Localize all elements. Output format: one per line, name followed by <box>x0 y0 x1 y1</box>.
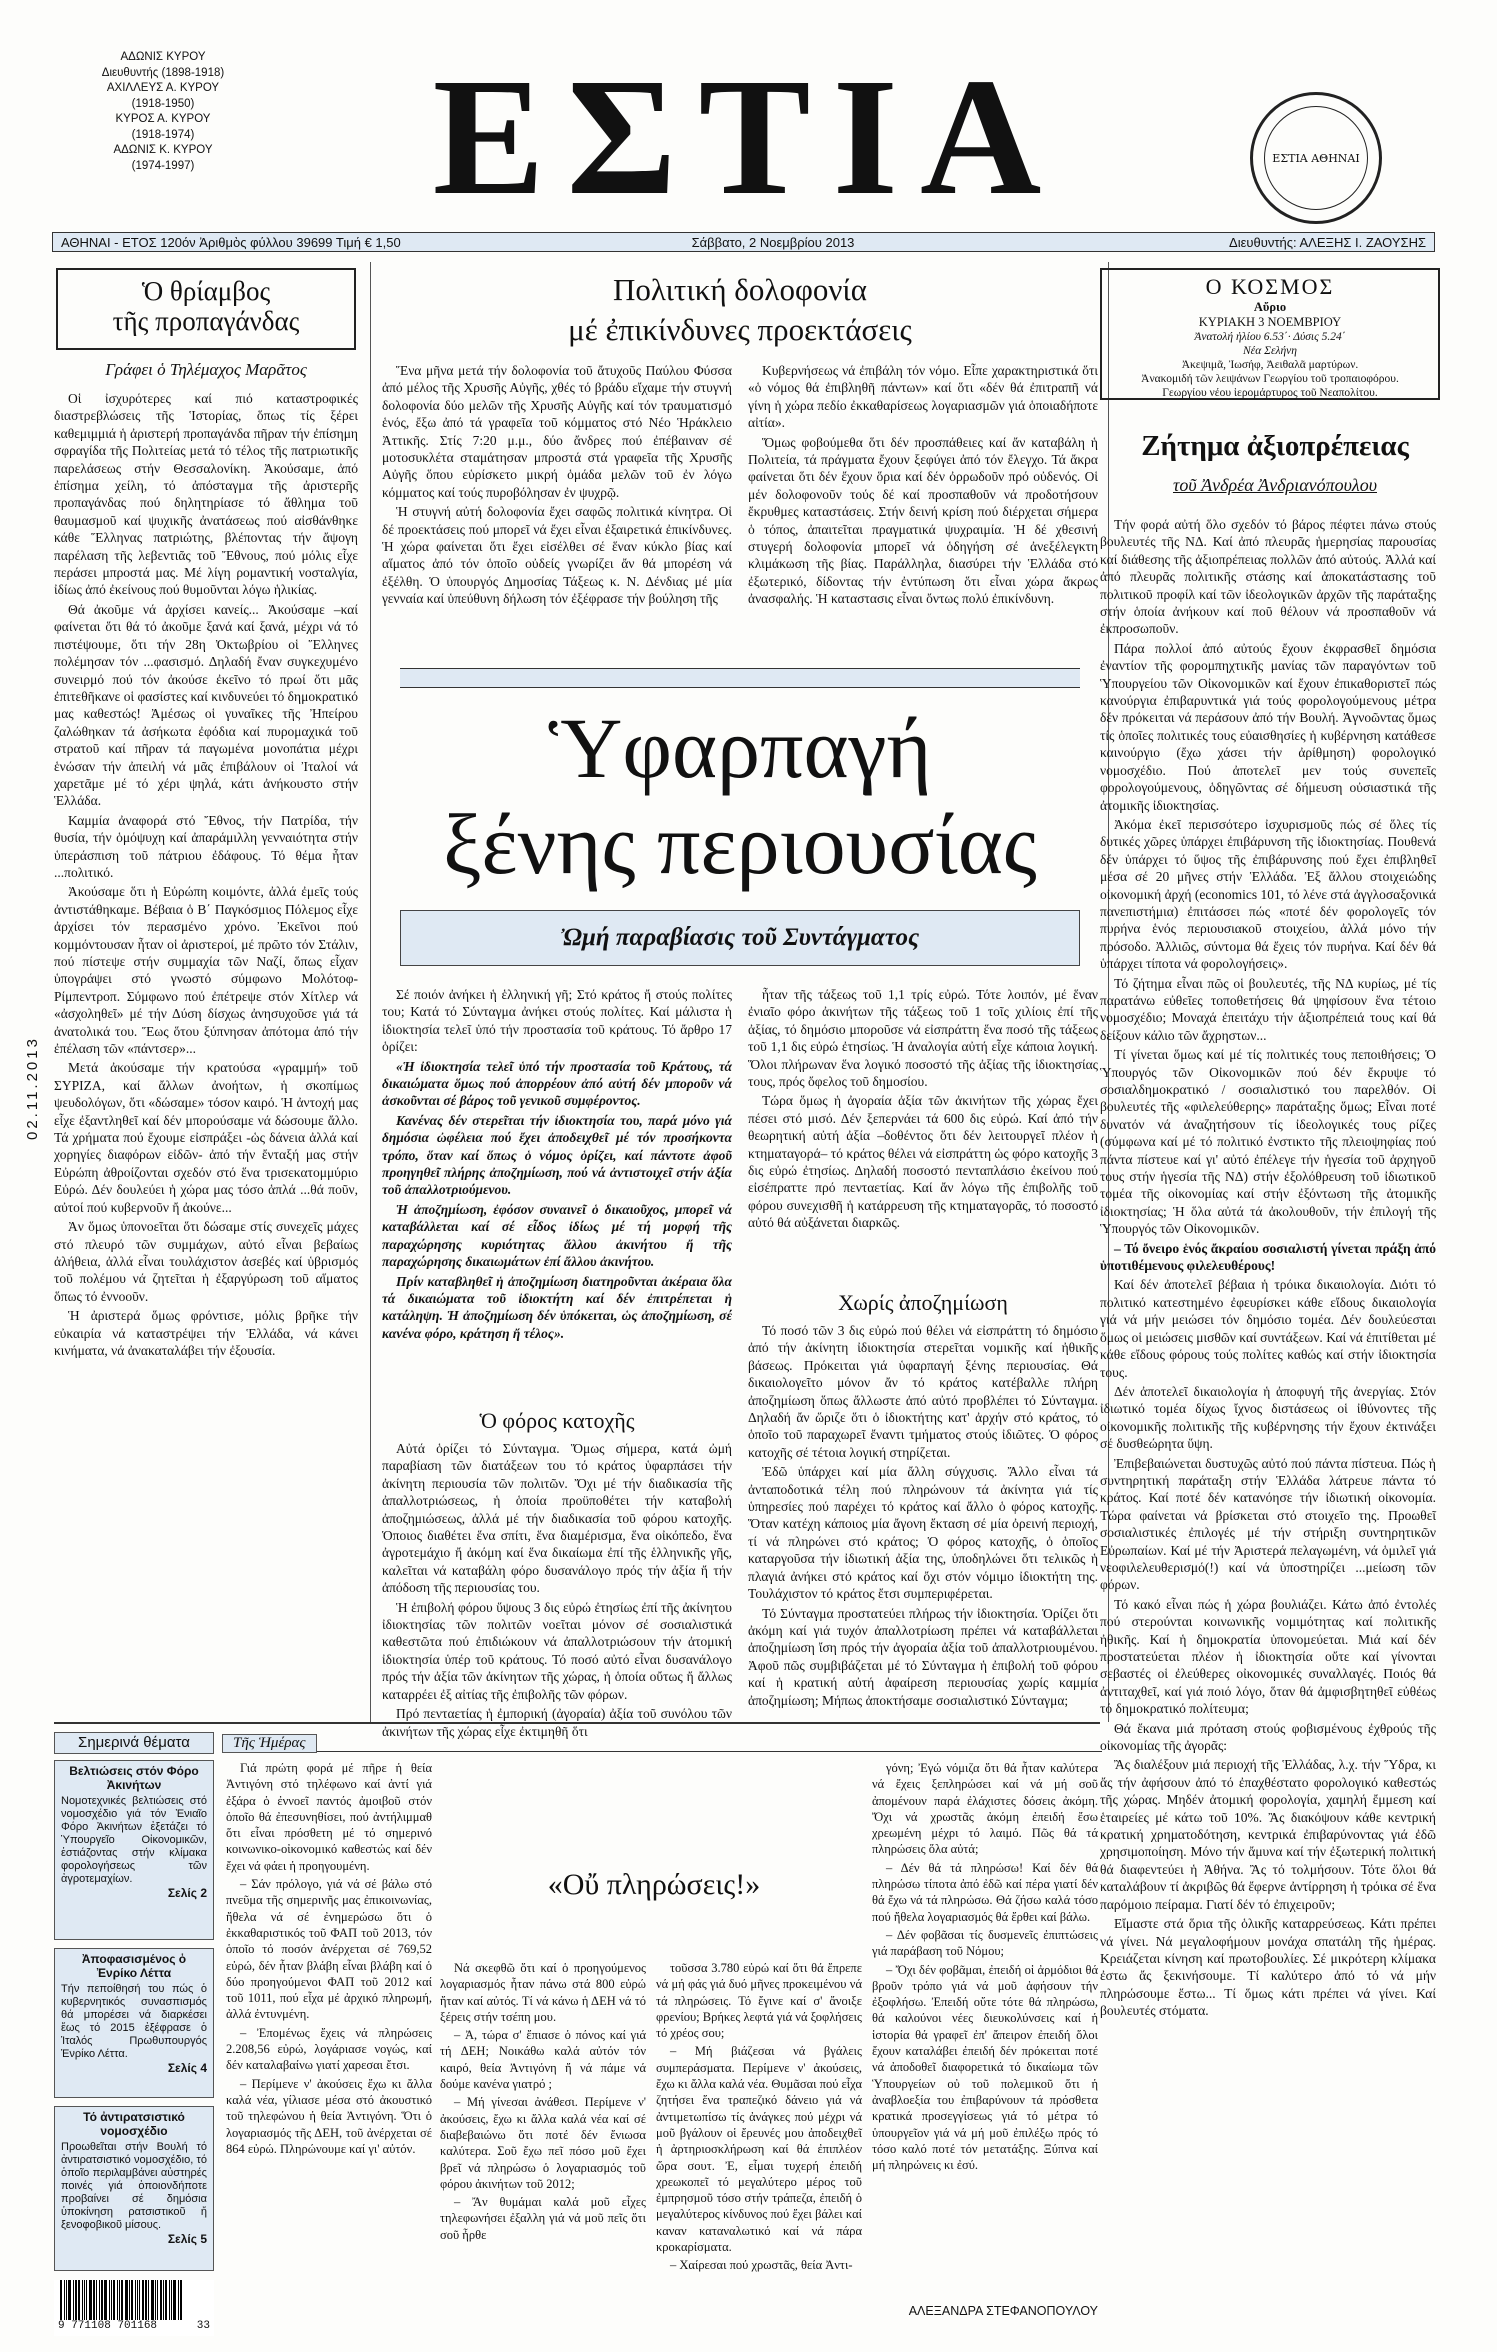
emphasis-paragraph: – Τό ὄνειρο ἑνός ἄκραίου σοσιαλιστή γίνεται πράξη ἀπό ὑποτιθέμενους φιλελευθέρους! <box>1100 1240 1436 1274</box>
paragraph: Κυβερνήσεως νά ἐπιβάλη τόν νόμο. Εἶπε χαρακτηριστικά ὅτι «ὁ νόμος θά ἐπιβληθῆ πάντων» καί ὅτι «δέν θά ἐπιτραπῆ νά γίνη ἡ χώρα πεδίο ἐκκαθαρίσεως λογαριασμῶν γιά ὁποιαδήποτε αἰτία». <box>748 363 1098 431</box>
barcode-bar <box>113 2280 115 2320</box>
tis-imeras-col4 <box>872 1760 1098 2300</box>
kosmos-date: ΚΥΡΙΑΚΗ 3 ΝΟΕΜΒΡΙΟΥ <box>1198 315 1342 329</box>
barcode-bar <box>137 2280 138 2320</box>
kosmos-title: Ο ΚΟΣΜΟΣ <box>1205 274 1335 299</box>
barcode-bar <box>68 2280 71 2320</box>
paragraph: Σέ ποιόν ἀνήκει ἡ ἑλληνική γῆ; Στό κράτος ἤ στούς πολίτες του; Κατά τό Σύνταγμα ἀνήκει στούς πολίτες. Καί μάλιστα ἡ ἰδιοκτησία τελεῖ ὑπό τήν προστασία τοῦ κράτους. Τό ἄρθρο 17 ὁρίζει: <box>382 987 732 1055</box>
barcode-bar <box>73 2280 74 2320</box>
founder-line: (1918-1974) <box>131 128 195 141</box>
barcode-bar <box>178 2280 179 2320</box>
tis-imeras-title: «Οὔ πληρώσεις!» <box>547 1868 761 1901</box>
paragraph: Αὐτά ὁρίζει τό Σύνταγμα. Ὅμως σήμερα, κατά ὠμή παραβίαση τῶν διατάξεων του τό κράτος ὑφαρπάσει τήν ἀκίνητη περιουσία τῶν πολιτῶν. Ὄχι μέ τήν διαδικασία τῆς ἀπαλλοτριώσεως, ἡ ὁποία προϋποθέτει τήν καταβολή ἀποζημιώσεως, ἀλλά μέ τήν διαδικασία τοῦ φόρου κατοχῆς. Ὁποιος διαθέτει ἕνα σπίτι, ἕνα διαμέρισμα, ἕνα οἰκόπεδο, ἕνα ἀγροτεμάχιο ἤ ἀκόμη καί ἕνα δικαίωμα ἐπί τῆς ἑλληνικῆς γῆς, καλεῖται νά καταβάλη φόρο δυσανάλογο πρός τήν ἀξία ἤ τήν ἀπόδοση τῆς περιουσίας του. <box>382 1441 732 1596</box>
paragraph: Τό ποσό τῶν 3 δις εὐρώ πού θέλει νά εἰσπράττη τό δημόσιο ἀπό τήν ἀκίνητη ἰδιοκτησία στερεῖται νομικῆς καί ἠθικῆς βάσεως. Πρόκειται γιά ὑφαρπαγή ξένης περιουσίας. Θά δικαιολογεῖτο μόνον ἄν τό κράτος κατέβαλλε πλήρη ἀποζημίωση ὅπως ἄλλωστε ἀπό αὐτό προβλέπει τό Σύνταγμα. Δηλαδή ἄν ὥριζε ὅτι ὁ ἰδιοκτήτης κατ' ἀρχήν στό κράτος, τό ὁποῖο τοῦ παραχωρεῖ ἔναντι τμήματος στούς ἰδιῶτες. Ὁ φόρος κατοχῆς σέ τέτοια λογική στηρίζεται. <box>748 1323 1098 1460</box>
paragraph: Γιά πρώτη φορά μέ πῆρε ἡ θεία Ἀντιγόνη στό τηλέφωνο καί ἀντί γιά ἐξάρα ὁ ἐννοεῖ παντός ἀμοιβοῦ στόν ὁποῖο θά ἐπεσυνηθίσει, πού ἀντήλιμμαθ ὅτι εἶναι πρόσθετη μέ τό σημερινό κοινωνικο-οἰκονομικό καθεστώς καί δέν ἔχει νά φάει ἡ προηγουμένη. <box>226 1761 432 1873</box>
barcode-digits: 9 771108 701168 <box>58 2320 158 2332</box>
paragraph: Τί γίνεται ὅμως καί μέ τίς πολιτικές τους πεποιθήσεις; Ὁ Ὑπουργός τῶν Οἰκονομικῶν πού δέν ἔκρυψε τό σοσιαλδημοκρατικό / σοσιαλιστικό του παρελθόν. Οἱ βουλευτές τῆς «φιλελεύθερης» παράταξης ὅμως; Εἶναι ποτέ δυνατόν νά ἀναζητήσουν τίς ἰδεολογικές τους ρίζες (σύμφωνα καί μέ τό πολιτικό ἐνστικτο τῆς πλειοψηφίας πού πάντα πίστευε καί γι' αὐτό ἐπέλεγε τήν ἡγεσία τοῦ ἀρχηγοῦ τους στήν ἡγεσία τῆς ΝΔ) στήν ἐξολόθρευση τοῦ ἰδιωτικοῦ τομέα τῆς οἰκονομίας καί στήν ἐξόντωση τῆς ἀτομικῆς ἰδιοκτησίας; Ἡ ὅλα αὐτά τά ἀκολουθοῦν, τήν ἐπιλογή τῆς Ὑπουργός τῶν Οἰκονομικῶν. <box>1100 1047 1436 1237</box>
paragraph: – Δέν θά τά πληρώσω! Καί δέν θά πληρώσω τίποτα ἀπό ἐδῶ καί πέρα γιατί δέν θά ἔχω νά τά πληρώσω. Θά ζήσω καλά τόσο πού ἤθελα λογαριασμός θά ἔρθει καί βάλω. <box>872 1860 1098 1924</box>
paragraph: Θά ἔκανα μιά πρόταση στούς φοβισμένους ἐχθρούς τῆς οἰκονομίας τῆς ἀγορᾶς: <box>1100 1720 1436 1754</box>
quote-paragraph: «Ἡ ἰδιοκτησία τελεῖ ὑπό τήν προστασία τοῦ Κράτους, τά δικαιώματα ὅμως πού ἀπορρέουν ἀπό αὐτή δέν μποροῦν νά ἀσκοῦνται σέ βάρος τοῦ γενικοῦ συμφέροντος. <box>382 1058 732 1109</box>
paragraph: Ἀκούσαμε ὅτι ἡ Εὐρώπη κοιμόντε, ἀλλά ἐμεῖς τούς ἀντιστάθηκαμε. Βέβαια ὁ Β΄ Παγκόσμιος Πόλεμος εἶχε ἀρχίσει τόν περασμένο χρόνο. Ἐκεῖνοι πού κομμόντουσαν ἦταν οἱ ἀριστεροί, μέ πρῶτο τόν Στάλιν, πού πίστεψε στήν συμμαχία τῶν Ναζί, ὅπως εἶχαν ὑπογράψει στό γνωστό σύμφωνο Μολότοφ-Ρίμπεντροπ. Σύμφωνο πού ἐπέτρεψε στόν Χίτλερ νά «ἀσχοληθεῖ» μέ τήν Δύση δίσχως ἀνησυχοῦσε γιά τά ἀνατολικά του. Ἕως ὅτου ξύπνησαν ἀπότομα ἀπό τήν ἐπέλαση τῶν «πάντσερ»... <box>54 884 358 1057</box>
barcode-bar <box>142 2280 144 2320</box>
paragraph: – Χαίρεσαι πού χρωστᾶς, θεία Ἀντι- <box>670 2258 853 2273</box>
left-title-line2: τῆς προπαγάνδας <box>112 306 300 336</box>
center-title-line2: μέ ἐπικίνδυνες προεκτάσεις <box>568 312 912 347</box>
paragraph: Δέν ἀποτελεῖ δικαιολογία ἡ ἀποφυγή τῆς ἀνεργίας. Στόν ἰδιωτικό τομέα δίχως ἴχνος διστάσεως οἱ ἰθύνοντες τῆς οἰκονομικῆς πολιτικῆς τῆς κυβέρνησης τήν ἔχουν ἐκτινάξει σέ δυσθεώρητα ὕψη. <box>1100 1383 1436 1452</box>
barcode-bar <box>139 2280 140 2320</box>
barcode-bar <box>111 2280 112 2320</box>
sidebar-title: Σημερινά θέματα <box>54 1732 214 1754</box>
quote-paragraph: Πρίν καταβληθεῖ ἡ ἀποζημίωση διατηροῦνται ἀκέραια ὅλα τά δικαιώματα τοῦ ἰδιοκτήτη καί δέν ἐπιτρέπεται ἡ κατάληψη. Ἡ ἀποζημίωση δέν ὑπόκειται, ὡς ἀποζημίωση, σέ κανένα φόρο, κράτηση ἤ τέλος». <box>382 1273 732 1341</box>
kosmos-line: Ἀνακομιδή τῶν λειψάνων Γεωργίου τοῦ τροπαιοφόρου. <box>1141 373 1399 385</box>
barcode-bar <box>101 2280 103 2320</box>
headline-line1: Ὑφαρπαγή <box>548 700 932 796</box>
main-story-col2b <box>748 1322 1098 1720</box>
barcode-bar <box>125 2280 128 2320</box>
barcode-bar <box>89 2280 92 2320</box>
tis-imeras-col3 <box>656 1960 862 2320</box>
barcode-issue: 33 <box>196 2320 210 2332</box>
section-rule <box>54 1722 1100 1724</box>
kosmos-line: Νέα Σελήνη <box>1243 345 1297 357</box>
left-title-line1: Ὁ θρίαμβος <box>141 276 271 306</box>
paragraph: τοῦσσα 3.780 εὐρώ καί ὅτι θά ἔπρεπε νά μή φάς γιά δυό μῆνες προκειμένου νά τά πληρώσεις. Τό ἔγινε καί σ' ἄνοιξε φρενίου; Βρήκες λεφτά γιά νά ξοφλήσεις τό χρέος σου; <box>656 1961 862 2041</box>
sidebar-item-page: Σελίς 4 <box>167 2061 207 2075</box>
paragraph: – Ὄχι δέν φοβᾶμαι, ἐπειδή οἱ ἀρμόδιοι θά βροῦν τρόπο γιά νά μοῦ ἀφήσουν τήν ἐξοφλήσω. Ἐπειδή οὔτε τότε θά πληρώσω, θά καλούνοι νέες διευκολύνσεις καί ἡ ἱστορία θά γραφεῖ ἐπ' ἄπειρον ἐπειδή ὅλοι ἔχουν καταλάβει ἐπειδή δέν πρόκειται ποτέ νά ἀποδοθεῖ διαφορετικά τό δικαίωμα τῶν Ὑπουργείων οὐ τοῦ πολεμικοῦ ὅτι ἡ ἀναβλοεξία του ἐπιβαρύνουν τά πρόσθετα κρατικά προσεγγίσεως γιά τό μέτρα τό ὑπουργεῖον γιά νά μή μοῦ ἐπιλέξω πρός τό τόσο καλό ποτέ τόν μετατάξης. Ξύπνα καί μή πληρώνεις κι ἐσύ. <box>872 1962 1098 2173</box>
barcode-bar <box>160 2280 162 2320</box>
barcode-bar <box>99 2280 100 2320</box>
tis-imeras-label: Τῆς Ἡμέρας <box>222 1734 317 1753</box>
kosmos-line: Ἀκεψιμᾶ, Ἰωσήφ, Ἀειθαλᾶ μαρτύρων. <box>1181 359 1359 371</box>
sidebar-item <box>54 2106 214 2271</box>
paragraph: – Σάν πρόλογο, γιά νά σέ βάλω στό πνεῦμα τῆς σημερινῆς μας ἐπικοινωνίας, ἤθελα νά σέ ἐνημερώσω ὅτι ὁ ἐκκαθαριστικός τοῦ ΦΑΠ τοῦ 2013, τόν ὁποῖο τό ποσόν ἀνέρχεται σέ 769,52 εὐρώ, δέν ἦταν βλάβη εἶναι βλάβη καί ὁ δύο προηγούμενοι ΦΑΠ τοῦ 2012 καί τοῦ 1011, πού εἶχα μέ ἀρχικό πληρωμή, ἀλλά ἐντυνμένη. <box>226 1877 432 2022</box>
paragraph: – Περίμενε ν' ἀκούσεις ἔχω κι ἄλλα καλά νέα, γίλιασε μέσα στό ἀκουστικό τοῦ τηλεφώνου ἡ θεία Ἀντιγόνη. Ὅτι ὁ λογαριασμός τῆς ΔΕΗ, τοῦ ἀνέρχεται σέ 864 εὐρώ. Πληρώνουμε καί γι' αὐτόν. <box>226 2076 432 2156</box>
left-byline: Γράφει ὁ Τηλέμαχος Μαρᾶτος <box>105 360 307 379</box>
barcode-bar <box>169 2280 170 2320</box>
kosmos-line: Γεωργίου νέου ἱερομάρτυρος τοῦ Νεαπολίτου. <box>1162 387 1378 399</box>
founder-line: (1918-1950) <box>131 97 195 110</box>
barcode-bar <box>66 2280 67 2320</box>
paragraph: Τώρα ὅμως ἡ ἀγοραία ἀξία τῶν ἀκινήτων τῆς χώρας ἔχει πέσει στό μισό. Δέν ξεπερνάει τά 600 δις εὐρώ. Καί ἀπό τήν θεωρητική αὐτή ἀξία –δοθέντος ὅτι δέν λειτουργεῖ πλέον ἡ κτηματαγορά– τό κράτος θέλει νά εἰσπράττη ὡς φόρο κατοχῆς 3 δις εὐρώ ἐτησίως. Δηλαδή ποσοστό πενταπλάσιο ἐκείνου πού εἰσέπραττε πρό πενταετίας. Καί ἄν λόγω τῆς ἐπιβολῆς τοῦ φόρου συνεχισθῆ ἡ κατάρρευση τῆς κτηματαγορᾶς, τό ποσοστό αὐτό θά αὐξάνεται διαρκῶς. <box>748 1093 1098 1231</box>
paragraph: Ἡ στυγνή αὐτή δολοφονία ἔχει σαφῶς πολιτικά κίνητρα. Οἱ δέ προεκτάσεις πού μπορεῖ νά ἔχει εἶναι ἐξαιρετικά ἐπικίνδυνες. Ἡ χώρα φαίνεται ὅτι ἔχει εἰσέλθει σέ ἕναν κύκλο βίας καί αἵματος ἀπό τόν ὁποῖο οὐδείς γνωρίζει ἄν θά μπορέση νά ἐξέλθη. Ὁ ὑπουργός Δημοσίας Τάξεως κ. Ν. Δένδιας μέ μία γενναία καί ὑπεύθυνη δήλωση τόν ἐξέφρασε τήν βούληση τῆς <box>382 504 732 607</box>
sidebar-item-title: Ἀποφασισμένος ὁ Ἐνρίκο Λέττα <box>81 1952 187 1980</box>
left-article-body <box>54 390 358 1730</box>
subhead-no-compensation: Χωρίς ἀποζημίωση <box>838 1290 1008 1315</box>
barcode-bar <box>171 2280 172 2320</box>
barcode-bar <box>64 2280 65 2320</box>
barcode-bar <box>157 2280 158 2320</box>
director-info: Διευθυντής: ΑΛΕΞΗΣ Ι. ΖΑΟΥΣΗΣ <box>1229 234 1426 250</box>
center-top-right-col <box>748 362 1098 654</box>
barcode-bar <box>163 2280 164 2320</box>
paragraph: Μετά ἀκούσαμε τήν κρατούσα «γραμμή» τοῦ ΣΥΡΙΖΑ, καί ἄλλων ἀνοήτων, ἡ σκοπίμως ψευδολόγων, ὅτι «δώσαμε» τόσον καιρό. Ἡ ἀντοχή μας εἶχε ἐξαντληθεῖ καί δέν μπορούσαμε νά δώσουμε ἄλλο. Τά χρήματα πού ἔχουμε εἰσπράξει -ὡς δάνεια ἀλλά καί χορηγίες διαφόρων εἰδῶν- ἀπό τήν ἔνταξή μας στήν Εὐρώπη ἀθροίζονται σχεδόν στό ἕνα τρισεκατομμύριο Εὐρώ. Δέν δουλεύει ἡ χώρα μας τόσο ἁπλά ...θά ποῦν, αὐτοί πού κυβερνοῦν ἤ ἀκούνε... <box>54 1060 358 1215</box>
barcode-bar <box>104 2280 107 2320</box>
paragraph: Θά ἀκοῦμε νά ἀρχίσει κανείς... Ἀκούσαμε –καί φαίνεται ὅτι θά τό ἀκοῦμε ξανά καί ξανά, μέχρι νά τό πιστέψουμε, ὅτι τήν 28η Ὀκτωβρίου οἱ Ἕλληνες πολέμησαν τόν ...φασισμό. Δηλαδή ἔναν συγκεχυμένο συνειρμό πού τόν ἀκούσε ἐκεῖνο τό πρωί ὅτι μᾶς ἐπιτεθῆκανε οἱ φασίστες καί κινδυνεύει τό δημοκρατικό μας καθεστώς! Ἀμέσως οἱ γυναῖκες τῆς Ἠπείρου ζαλώθηκαν τά ἀσήκωτα ἐφόδια καί πυρομαχικά τοῦ στρατοῦ καί πῆραν τά παγωμένα μονοπάτια μέχρι ἑνώσαν τήν ἀπειλή νά μᾶς ἐπιβάλουν οἱ Ἰταλοί νά χαρετᾶμε μέ τό χέρι ψηλά, κάτι ἀνήκουστο στήν Ἑλλάδα. <box>54 601 358 809</box>
sidebar-item-title: Τό ἀντιρατσιστικό νομοσχέδιο <box>83 2110 185 2138</box>
sidebar-item-page: Σελίς 2 <box>167 1886 207 1900</box>
sidebar-item <box>54 1948 214 2098</box>
paragraph: Ἕνα μῆνα μετά τήν δολοφονία τοῦ ἄτυχοῦς Παύλου Φύσσα ἀπό μέλος τῆς Χρυσῆς Αὐγῆς, χθές τό βράδυ εἴχαμε τήν στυγνή δολοφονία δύο μελῶν τῆς Χρυσῆς Αὐγῆς καί τόν τραυματισμό ἑνός, ἔξω ἀπό τά γραφεῖα τοῦ κόμματος στό Νέο Ἡράκλειο Ἀττικῆς. Στίς 7:20 μ.μ., δύο ἄνδρες πού ἐπέβαιναν σέ μοτοσυκλέτα σταμάτησαν μπροστά στά γραφεῖα τῆς Χρυσῆς Αὐγῆς ὅπου εὑρίσκετο μικρή ὁμάδα μελῶν τοῦ ἐν λόγω κόμματος καί τούς πυροβόλησαν ἐν ψυχρῷ. <box>382 363 732 500</box>
paragraph: Καμμία ἀναφορά στό Ἔθνος, τήν Πατρίδα, τήν θυσία, τήν ὁμόψυχη καί ἀπαράμιλλη γενναιότητα στήν ὑπεράσπιση τοῦ πάτριου ἐδάφους. Τό θέμα ἦταν ...πολιτικό. <box>54 812 358 880</box>
tis-imeras-col1 <box>226 1760 432 2320</box>
paragraph: ἦταν τῆς τάξεως τοῦ 1,1 τρίς εὐρώ. Τότε λοιπόν, μέ ἕναν ἐνιαῖο φόρο ἀκινήτων τῆς τάξεως τοῦ 1 τοῖς χιλίοις ἐπί τῆς ἀξίας, τό δημόσιο μποροῦσε νά εἰσπράττη ἕνα ποσό τῆς τάξεως τοῦ 1,1 δις εὐρώ ἐτησίως. Ἡ ἀναλογία αὐτή εἶχε κάποια λογική. Ὅλοι πλήρωναν ἕνα λογικό ποσοστό τῆς ἀξίας τῆς ἰδιοκτησίας τους, πρός ὄφελος τοῦ δημοσίου. <box>748 987 1098 1090</box>
paragraph: Πρό πενταετίας ἡ ἐμπορική (ἀγοραία) ἀξία τοῦ συνόλου τῶν ἀκινήτων τῆς χώρας εἶχε ἐκτιμηθῆ ὅτι <box>382 1706 732 1739</box>
barcode-bar <box>117 2280 118 2320</box>
barcode-bar <box>145 2280 147 2320</box>
paragraph: Ἐπιβεβαιώνεται δυστυχῶς αὐτό πού πάντα πίστευα. Πώς ἡ συντηρητική παράταξη στήν Ἑλλάδα λάτρευε πάντα τό κράτος. Καί ποτέ δέν κατανόησε τήν ἰδιωτική οἰκονομία. Τώρα φαίνεται νά βρίσκεται στό στοιχεῖο της. Προωθεῖ σοσιαλιστικές ἐπιλογές μέ τήν στήριξη συντηρητικῶν Εὐρωπαίων. Καί μέ τήν Ἀριστερά πελαγωμένη, νά ὁμιλεῖ γιά νεοφιλελευθερισμό(!) καί νά ὑποστηρίζει ...μείωση τῶν φόρων. <box>1100 1455 1436 1593</box>
barcode-bar <box>131 2280 133 2320</box>
kosmos-box <box>1100 268 1440 400</box>
paragraph: Πάρα πολλοί ἀπό αὐτούς ἔχουν ἐκφρασθεῖ δημόσια ἐναντίον τῆς φορομπηχτικῆς μανίας τῶν παραγόντων τοῦ Ὑπουργείου τῶν Οἰκονομικῶν καί ἔχουν ἐπικαθοριστεῖ πώς κανούργια ἐπιβαρυντικά γιά τούς φορολογούμενους μέτρα δέν πρόκειται νά περάσουν ἀπό τήν Βουλή. Ἀγνοῶντας ὅμως τίς ὁποῖες πολιτικές τους εὐαισθησίες ἡ κυβέρνηση κατάθεσε καινούργιο (ἔχω χάσει τήν ἀρίθμηση) φορολογικό νομοσχέδιο. Πού ἀποτελεῖ μεν τούς συνεπεῖς φορολογούμενους, ὁδηγῶντας σέ δήμευση οὐσιαστικά τῆς ἀτομικῆς ἰδιοκτησίας. <box>1100 640 1436 813</box>
subtitle-band <box>400 910 1080 966</box>
kosmos-tomorrow: Αὔριο <box>1253 300 1287 314</box>
paragraph: – Ἀ, τώρα σ' ἔπιασε ὁ πόνος καί γιά τή ΔΕΗ; Νοικάθω καλά αὐτόν τόν καιρό, θεία Ἀντιγόνη ἤ νά πάμε νά δούμε κανένα γιατρό ; <box>440 2028 646 2092</box>
sidebar-item-text: Νομοτεχνικές βελτιώσεις στό νομοσχέδιο γιά τόν Ἐνιαῖο Φόρο Ἀκινήτων ἐξετάζει τό Ὑπουργεῖο Οἰκονομικῶν, ἐστιάζοντας στήν κλίμακα φορολογήσεως τῶν ἀγροτεμαχίων. <box>61 1795 207 1885</box>
barcode-bar <box>75 2280 77 2320</box>
paragraph: Ἡ ἐπιβολή φόρου ὕψους 3 δις εὐρώ ἐτησίως ἐπί τῆς ἀκίνητου ἰδιοκτησίας τῶν πολιτῶν νοεῖται μόνον σέ σοσιαλιστικά καθεστῶτα πού ἐπιδιώκουν νά ἀπαλλοτριώσουν τήν ἀτομική ἰδιοκτησία ὑπέρ τοῦ κράτους. Τό ποσό αὐτό εἶναι δυσανάλογο πρός τήν ἀξία τῶν ἀκίνητων τῆς χώρας, ἡ ὁποία οὔτως ἤ ἄλλως καταρρέει ἐξ αἰτίας τῆς ἐπιβολῆς τῶν φόρων. <box>382 1599 732 1702</box>
barcode-bar <box>86 2280 87 2320</box>
paragraph: – Ἐπομένως ἔχεις νά πληρώσεις 2.208,56 εὐρώ, λογάριασε νογώς, καί δέν καταλαβαίνω γιατί χαρεσαι ἔτσι. <box>226 2025 432 2073</box>
paragraph: Ἐδῶ ὑπάρχει καί μία ἄλλη σύγχυσις. Ἄλλο εἶναι τά ἀνταποδοτικά τέλη πού πληρώνουν τά ἀκίνητα γιά τίς ὑπηρεσίες πού παρέχει τό κράτος καί ἄλλο ὁ φόρος κατοχῆς. Ὅταν κατέχη κάποιος μία ἄγονη ἔκταση σέ μία ὀρεινή περιοχή, τί νά πληρώνει στό κράτος; Ὁ φόρος κατοχῆς, ὁ ὁποῖος καταργοῦσα τήν ἰδιωτική ἀξία της, ὑποδηλώνει ὅτι τελικῶς ἡ πλαγιά ἀνήκει στό κράτος καί ὄχι στόν νόμιμο ἰδιοκτήτη της. Τουλάχιστον τό κράτος ἔτσι συμπεριφέρεται. <box>748 1464 1098 1602</box>
quote-paragraph: Ἡ ἀποζημίωση, ἐφόσον συναινεῖ ὁ δικαιοῦχος, μπορεῖ νά καταβάλλεται καί σέ εἶδος ἰδίως μέ τή μορφή τῆς παραχώρησης κυριότητας ἄλλου ἀκινήτου ἤ τῆς παραχώρησης δικαιωμάτων ἐπί ἄλλου ἀκινήτου. <box>382 1201 732 1270</box>
paragraph: Καί δέν ἀποτελεῖ βέβαια ἡ τρόικα δικαιολογία. Διότι τό πολιτικό κατεστημένο ἐφευρίσκει κάθε εἴδους δικαιολογία γιά νά μήν μειώσει τόν δημόσιο τομέα. Δέν δουλεύεσται ὅμως οἱ μειώσεις μισθῶν καί συντάξεων. Καί νά ἐπιτίθεται μέ κάθε εἴδους φόρους τούς πολίτες καθώς καί στήν ἰδιοκτησία τους. <box>1100 1277 1436 1380</box>
barcode-bar <box>121 2280 123 2320</box>
barcode-bar <box>96 2280 97 2320</box>
founders-list <box>78 50 248 174</box>
sidebar-item-text: Τήν πεποίθησή του πώς ὁ κυβερνητικός συνασπισμός θά μπορέσει νά διαρκέσει ἕως τό 2015 ἐξέφρασε ὁ Ἰταλός Πρωθυπουργός Ἐνρίκο Λέττα. <box>61 1983 207 2060</box>
paragraph: Τό Σύνταγμα προστατεύει πλήρως τήν ἰδιοκτησία. Ὁρίζει ὅτι ἀκόμη καί γιά τυχόν ἀπαλλοτρίωση πρέπει νά καταβάλλεται ἀποζημίωση ἴση πρός τήν ἀγοραία ἀξία τοῦ ἀπαλλοτριουμένου. Ἀφοῦ πῶς συμβιβάζεται μέ τό Σύνταγμα ἡ ἐπιβολή τοῦ φόρου καί ἡ κρατική αὐτή ἀφαίρεση περιουσίας χωρίς καμμία ἀποζημίωση; Μήπως ἀποκτήσαμε σοσιαλιστικό Σύνταγμα; <box>748 1605 1098 1708</box>
founder-line: (1974-1997) <box>131 159 195 172</box>
barcode <box>54 2280 214 2336</box>
barcode-bar <box>78 2280 80 2320</box>
paragraph: – Ἄν θυμάμαι καλά μοῦ εἶχες τηλεφωνήσει ἐξαλλη γιά νά μοῦ πεῖς ὅτι σοῦ ἦρθε <box>440 2195 646 2242</box>
barcode-bar <box>135 2280 136 2320</box>
sidebar-item-title: Βελτιώσεις στόν Φόρο Ἀκινήτων <box>69 1764 199 1792</box>
right-title: Ζήτημα ἀξιοπρέπειας <box>1141 430 1409 462</box>
issue-date: Σάββατο, 2 Νοεμβρίου 2013 <box>691 234 855 250</box>
sidebar-item <box>54 1760 214 1940</box>
paragraph: Ἀκόμα ἐκεῖ περισσότερο ἰσχυρισμοῦς πώς σέ ὅλες τίς δυτικές χῶρες ὑπάρχει ἐπιβάρυνση τῆς ἰδιοκτησίας. Πουθενά δέν ὑπάρχει τό ὕψος τῆς ἐπιβάρυνσης πού ἔχει ἐπιβληθεῖ μέσα σέ 20 μῆνες στήν Ἑλλάδα. Ἐξ ἄλλου στοιχειώδης οἰκονομική ἀρχή (economics 101, τό λένε στά ἀγγλοσαξονικά πανεπιστήμια) ἐπιτάσσει πώς «ποτέ δέν φορολογεῖς τόν πυρήνα ἑνός περιουσιακοῦ στοιχείου, ἀλλά μόνο τήν πρόσοδο. Ἀλλιῶς, σύντομα θά ἔχεις τόν πυρήνα. Καί δέν θά ὑπάρχει τίποτα νά φορολογήσεις». <box>1100 816 1436 972</box>
subhead-fore: Ὁ φόρος κατοχῆς <box>479 1408 635 1433</box>
founder-line: ΑΔΩΝΙΣ ΚΥΡΟΥ <box>120 51 206 63</box>
paragraph: Εἴμαστε στά ὅρια τῆς ὁλικῆς καταρρεύσεως. Κάτι πρέπει νά γίνει. Νά μεγαλοφήμουν μονάχα σπατάλη τῆς ἡμέρας. Κρειάζεται κίνηση καί πρωτοβουλίες. Σέ μικρότερη κλίμακα ἐστω ἄς ξεκινήσουμε. Τί καλύτερο ἀπό τό νά μήν πληρώσουμε ἔστω... Τί ὅμως κάτι πρέπει νά γίνει. Καί βουλευτές στόματα. <box>1100 1916 1436 2019</box>
barcode-bar <box>173 2280 176 2320</box>
center-top-left-col <box>382 362 732 654</box>
paragraph: – Μή γίνεσαι ἀνάθεσι. Περίμενε ν' ἀκούσεις, ἔχω κι ἄλλα καλά νέα καί σέ διαβεβαιώνω ὅτι ποτέ δέν ἔνιωσα καλύτερα. Σοῦ ἔχω πεῖ πόσο μοῦ ἔχει βρεῖ νά πληρώσω ὁ λογαριασμός τοῦ φόρου ἀκινήτων τοῦ 2012; <box>440 2095 646 2191</box>
barcode-bar <box>109 2280 110 2320</box>
paragraph: Ἀν ὅμως ὑπονοεῖται ὅτι δώσαμε στίς συνεχεῖς μάχες στό πλευρό τῶν συμμάχων, αὐτό εἶναι βεβαίως ἀλήθεια, ἀλλά εἶναι τουλάχιστον ἀσεβές καί ὑβρισμός τοῦ πολέμου νά ζητεῖται ἡ ἐξαργύρωση τοῦ αἵματος ὅπως τό ἐννοοῦν. <box>54 1219 358 1304</box>
barcode-bar <box>148 2280 149 2320</box>
paragraph: Οἱ ἰσχυρότερες καί πιό καταστροφικές διαστρεβλώσεις τῆς Ἱστορίας, ὅπως τίς ξέρει καθεμιμμιά ἡ ἀριστερή προπαγάνδα πῆραν τήν ἐπίσημη σφραγίδα τῆς Πολιτείας μετά τό τέλος τῆς πατριωτικῆς παρελάσεως στήν Θεσσαλονίκη. Ἀκούσαμε, ἀπό ἐπίσημα χείλη, τό ἀπόσταγμα τῆς ἀριστερῆς προπαγάνδας πού δηλητηρίασε τό ἄθλημα τοῦ θαυμασμοῦ καί ψυχικῆς ἀνατάσεως πού αἰσθάνθηκε κάθε Ἕλληνας πατριώτης, βλέποντας τήν ἄψογη παρέλαση τῆς λεβεντιᾶς τοῦ Ἔθνους, πού μόλις εἶχε περάσει μπροστά μας. Μέ λίγη ρομαντική νοσταλγία, ἰδίως ἀπό ἐκείνους πού θυμοῦνται λόγω ἡλικίας. <box>54 391 358 598</box>
center-title-line1: Πολιτική δολοφονία <box>613 272 867 307</box>
barcode-bar <box>82 2280 83 2320</box>
paragraph: Νά σκεφθῶ ὅτι καί ὁ προηγούμενος λογαριασμός ἦταν πάνω στά 800 εὐρώ ἤταν καί αὐτός. Τί νά κάνω ἡ ΔΕΗ νά τό ξέρεις στήν τσέπη μου. <box>440 1961 646 2024</box>
barcode-bar <box>155 2280 156 2320</box>
barcode-bar <box>180 2280 182 2320</box>
left-title-box <box>56 268 356 350</box>
barcode-digits-row <box>54 2320 214 2332</box>
paragraph: Τό κακό εἶναι πώς ἡ χώρα βουλιάζει. Κάτω ἀπό ἐντολές πού στερούνται κοινωνικῆς νομιμότητας καί πολιτικῆς ἠθικῆς. Καί ἡ δημοκρατία ὑπονομεύεται. Μιά καί δέν προστατεύεται πλέον ἡ ἰδιοκτησία οὔτε καί γίνονται σεβαστές οἱ ἐλεύθερες οἰκονομικές συναλλαγές. Ποιός θά ἀντιταχθεῖ, καί γιά ποιό λόγο, ὅταν θά ἀμφισβητηθεῖ εὐθέως τό δημοκρατικό πολίτευμα; <box>1100 1596 1436 1717</box>
right-byline: τοῦ Ἀνδρέα Ἀνδριανόπουλου <box>1172 475 1377 495</box>
seal-icon <box>1250 92 1382 224</box>
right-article-body <box>1100 516 1436 2316</box>
founder-line: ΚΥΡΟΣ Α. ΚΥΡΟΥ <box>115 113 211 125</box>
barcode-bar <box>165 2280 167 2320</box>
info-bar <box>52 232 1435 252</box>
kosmos-line: Ἀνατολή ἡλίου 6.53΄· Δύσις 5.24΄ <box>1194 331 1346 343</box>
sidebar-item-page: Σελίς 5 <box>167 2232 207 2246</box>
headline-subtitle: Ὠμή παραβίασις τοῦ Συντάγματος <box>560 924 920 951</box>
paragraph: Ὅμως φοβούμεθα ὅτι δέν προσπάθειες καί ἄν καταβάλη ἡ Πολιτεία, τά πράγματα ἔχουν ξεφύγει ἀπό τόν ἔλεγχο. Τά ἄκρα φαίνεται ὅτι δέν ἔχουν ὅρια καί δέν ὀρρωδοῦν πρό οὐδενός. Οἱ μέν δολοφονοῦν τούς δέ καί προσπαθοῦν νά προδοτήσουν ἔκρυθμες καταστάσεις. Στήν δεινή κρίση πού διέρχεται σήμερα ὁ τόπος, ἀπαιτεῖται πραγματικά ψυχραιμία. Ἡ δέ χθεσινή στυγερή δολοφονία μπορεῖ νά ὁδηγήση σέ ἀνεξέλεγκτη κλιμάκωση τῆς βίας. Παράλληλα, διασύρει τήν Ἑλλάδα στό ἐξωτερικό, δίδοντας τήν ἐντύπωση ὅτι εἶναι χώρα ἄκρως ἀνασφαλής. Ἡ καταστασις εἶναι ὄντως πολύ ἐπικίνδυνη. <box>748 434 1098 607</box>
issue-info: ΑΘΗΝΑΙ - ΕΤΟΣ 120όν Ἀριθμὸς φύλλου 39699 Τιμή € 1,50 <box>61 234 401 250</box>
barcode-bar <box>60 2280 62 2320</box>
paragraph: Ἡ ἀριστερά ὅμως φρόντισε, μόλις βρῆκε τήν εὐκαιρία νά καταστρέψει τήν Ἑλλάδα, νά κάνει κινήματα, νά ἀνακαταλάβει τήν ἐξουσία. <box>54 1308 358 1358</box>
quote-paragraph: Κανένας δέν στερεῖται τήν ἰδιοκτησία του, παρά μόνο γιά δημόσια ὠφέλεια πού ἔχει ἀποδειχθεῖ μέ τόν προσήκοντα τρόπο, ὅταν καί ὅπως ὁ νόμος ὁρίζει, καί πάντοτε ἀφοῦ προηγηθεῖ πλήρης ἀποζημίωση, πού νά ἀντιστοιχεῖ στήν ἀξία τοῦ ἀπαλλοτριούμενου. <box>382 1112 732 1198</box>
founder-line: ΑΔΩΝΙΣ Κ. ΚΥΡΟΥ <box>113 144 213 156</box>
headline-band <box>400 668 1080 688</box>
seal-text: ΕΣΤΙΑ ΑΘΗΝΑΙ <box>1264 106 1368 210</box>
paragraph: – Μή βιάζεσαι νά βγάλεις συμπεράσματα. Περίμενε ν' ἀκούσεις, ἔχω κι ἄλλα καλά νέα. Θυμᾶσαι πού εἶχα ζητήσει ἕνα τραπεζικό δάνειο γιά νά ἀντιμετωπίσω τίς ἀνάγκες πού μέχρι νά μοῦ βγάλουν οἱ ἔρευνές μου ἀποδειχθεῖ ἡ ἀρτηριοσκλήρωση καί θά ἐπιπλέον ὥρα σουτ. Ἐ, εἶμαι τυχερή ἐπειδή χρεωκοπεῖ τό μεγαλύτερο μέρος τοῦ ἐμπρησμοῦ τόσο στήν τράπεζα, ἐπειδή ὁ μεγαλύτερος κίνδυνος πού ἔχει βάλει καί καναν καταναλωτικό καί νά πάρα κροκαρίσματα. <box>656 2044 862 2255</box>
barcode-bar <box>119 2280 120 2320</box>
paragraph: Τήν φορά αὐτή ὅλο σχεδόν τό βάρος πέφτει πάνω στούς βουλευτές τῆς ΝΔ. Καί ἀπό πλευρᾶς ἡμερησίας παρουσίας καί διάθεσης τῆς ἀξιοπρέπειας πολλῶν ἀπό αὐτούς. Ἀλλά καί ἀπό πλευρᾶς πολιτικῆς στάσης καί ἀποκατάστασης τοῦ πολιτικοῦ προφίλ καί τῶν ἰδεολογικῶν ἀρχῶν τῆς παράταξης στήν ὁποία ἀνήκουν καί ποῦ θέλουν νά προσπαθοῦν νά ἐκπροσωποῦν. <box>1100 517 1436 637</box>
founder-line: Διευθυντής (1898-1918) <box>101 66 225 79</box>
paragraph: – Δέν φοβᾶσαι τίς δυσμενεῖς ἐπιπτώσεις γιά παράβαση τοῦ Νόμου; <box>872 1927 1098 1959</box>
tis-imeras-col2 <box>440 1960 646 2320</box>
paragraph: γόνη; Ἐγώ νόμιζα ὅτι θά ἦταν καλύτερα νά ἔχεις ξεπληρώσει καί νά μή σοῦ ἀπομένουν παρά ἐλάχιστες δόσεις ἀκόμη. Ὄχι νά χρωστᾶς ἀκόμη ἐπειδή ἔσω χρεωμένη μέχρι τό λαιμό. Πῶς θά τά πληρώσεις ὅλα αὐτά; <box>872 1761 1098 1857</box>
barcode-bar <box>151 2280 154 2320</box>
barcode-bar <box>84 2280 85 2320</box>
main-story-col2 <box>748 986 1098 1286</box>
sidebar-item-text: Προωθεῖται στήν Βουλή τό ἀντιρατσιστικό νομοσχέδιο, τό ὁποῖο περιλαμβάνει αὐστηρές ποινές γιά ὁποιονδήποτε προβαίνει σέ δημόσια ὑποκίνηση ρατσιστικοῦ ἤ ξενοφοβικοῦ μίσους. <box>61 2141 207 2231</box>
founder-line: ΑΧΙΛΛΕΥΣ Α. ΚΥΡΟΥ <box>106 82 220 94</box>
masthead-title: ΕΣΤΙΑ <box>432 44 1064 230</box>
headline-line2: ξένης περιουσίας <box>443 796 1037 892</box>
tis-imeras-header <box>222 1732 1102 1752</box>
side-date: 02.11.2013 <box>24 1036 41 1140</box>
main-story-col1b <box>382 1440 732 1739</box>
paragraph: Ἂς διαλέξουν μιά περιοχή τῆς Ἑλλάδας, λ.χ. τήν Ὕδρα, κι ἄς τήν ἀφήσουν ἀπό τό ἐπαχθέστατο φορολογικό καθεστώς τῆς χώρας. Μηδέν ἀτομική φορολογία, χαμηλή ἔμμεση καί ἑταιρείες μέ κάτω τοῦ 10%. Ἂς διακόψουν κάθε κεντρική κρατική χρηματοδότηση, κεντρικά ἐπιβαρύνοντας γιά ἐδῶ χρησιμοποίηση. Μόνο τήν ἄμυνα καί τήν ἐξωτερική πολιτική θά διαφεντεύει ἡ Ἀθήνα. Ἂς τό τολμήσουν. Τότε ὅλοι θά καταλάβουν τί ἀκριβῶς θά ἔφερνε ἀντίρρηση ἡ τρόικα σέ ἕνα παρόμοιο πείραμα. Γιατί δέν τό ἐπιχειροῦν; <box>1100 1757 1436 1912</box>
tis-imeras-author: ΑΛΕΞΑΝΔΡΑ ΣΤΕΦΑΝΟΠΟΥΛΟΥ <box>908 2304 1098 2318</box>
barcode-bar <box>93 2280 95 2320</box>
barcode-bars <box>54 2280 214 2320</box>
paragraph: Τό ζήτημα εἶναι πῶς οἱ βουλευτές, τῆς ΝΔ κυρίως, μέ τίς παρατάνω εὐθεῖες τοποθετήσεις θά ψηφίσουν ἕνα τέτοιο νομοσχέδιο; Μοναχά ἐπειτάχυ τήν ἀξιοπρέπειά τους καί θά δείξουν κάλιο τῶν ἄχρηστων... <box>1100 975 1436 1043</box>
main-story-col1 <box>382 986 732 1406</box>
barcode-bar <box>129 2280 130 2320</box>
column-divider <box>370 262 371 1722</box>
